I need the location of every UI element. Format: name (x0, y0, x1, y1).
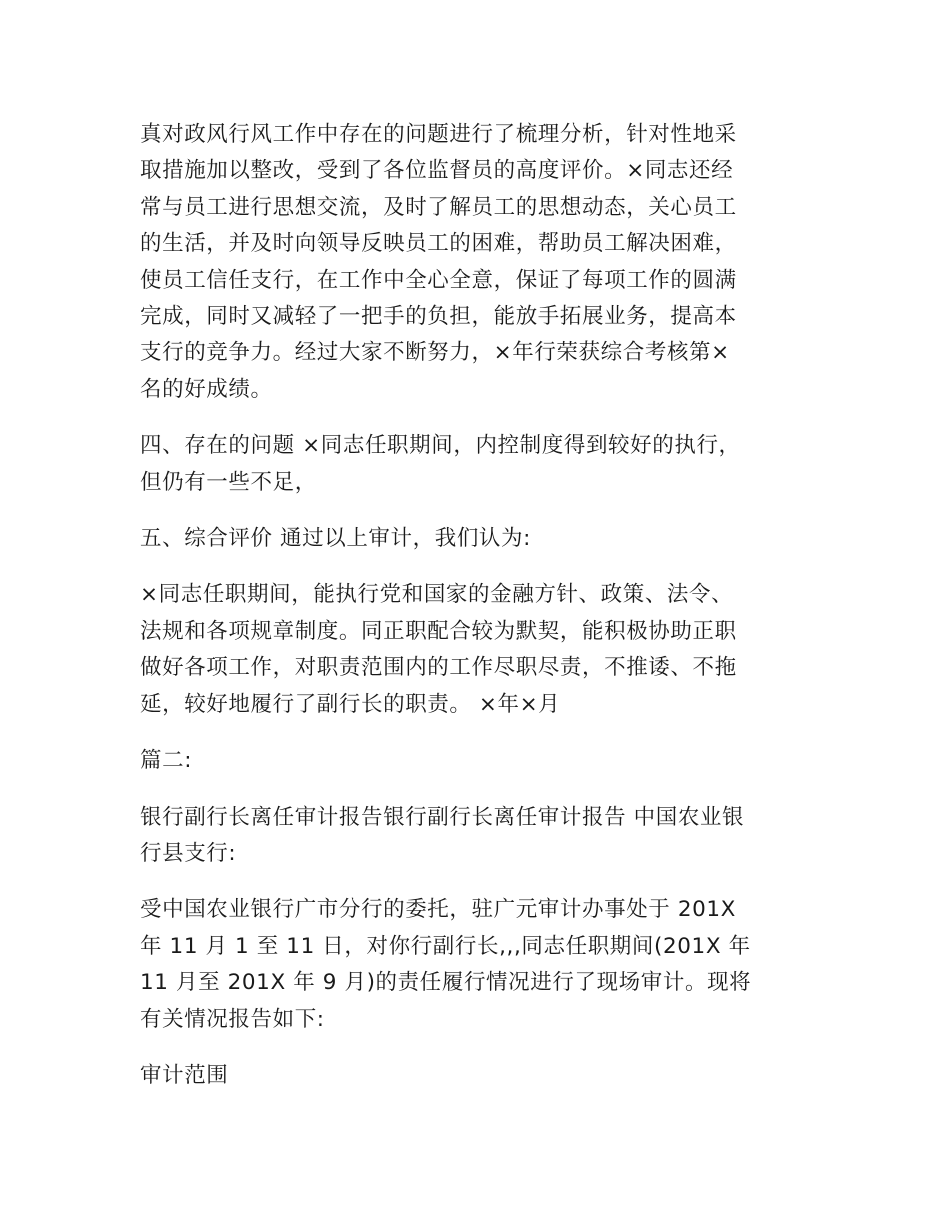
paragraph-report-title (140, 800, 812, 873)
paragraph-section-five-evaluation (140, 521, 812, 557)
text-line: 延，较好地履行了副行长的职责。 ×年×月 (140, 691, 561, 717)
text-line: 做好各项工作，对职责范围内的工作尽职尽责，不推诿、不拖 (140, 655, 737, 681)
paragraph-report-intro (140, 892, 812, 1038)
text-line: 常与员工进行思想交流，及时了解员工的思想动态，关心员工 (140, 194, 737, 220)
text-line: 四、存在的问题 ×同志任职期间，内控制度得到较好的执行， (140, 433, 741, 459)
text-line: 支行的竞争力。经过大家不断努力，×年行荣获综合考核第× (140, 340, 730, 366)
paragraph-audit-scope-heading (140, 1058, 812, 1094)
text-line: 名的好成绩。 (140, 376, 273, 402)
text-line: 真对政风行风工作中存在的问题进行了梳理分析，针对性地采 (140, 122, 737, 147)
text-line: 篇二: (140, 748, 193, 774)
document-body (140, 117, 812, 1114)
text-line: 行县支行: (140, 840, 237, 866)
text-line: 银行副行长离任审计报告银行副行长离任审计报告 中国农业银 (140, 804, 745, 830)
text-line: 年 11 月 1 至 11 日，对你行副行长,,,同志任职期间(201X 年 (140, 933, 751, 959)
paragraph-evaluation-conclusion (140, 577, 812, 723)
text-line: 受中国农业银行广市分行的委托，驻广元审计办事处于 201X (140, 897, 737, 923)
text-line: 五、综合评价 通过以上审计，我们认为: (140, 526, 531, 552)
text-line: 但仍有一些不足， (140, 469, 317, 495)
text-line: ×同志任职期间，能执行党和国家的金融方针、政策、法令、 (140, 582, 734, 608)
paragraph-section-four-problems (140, 428, 812, 501)
text-line: 取措施加以整改，受到了各位监督员的高度评价。×同志还经 (140, 158, 734, 184)
paragraph-evaluation-continued (140, 117, 812, 408)
paragraph-chapter-two-heading (140, 743, 812, 779)
text-line: 法规和各项规章制度。同正职配合较为默契，能积极协助正职 (140, 618, 737, 644)
text-line: 11 月至 201X 年 9 月)的责任履行情况进行了现场审计。现将 (140, 970, 752, 996)
text-line: 审计范围 (140, 1062, 229, 1088)
text-line: 使员工信任支行，在工作中全心全意，保证了每项工作的圆满 (140, 267, 737, 293)
text-line: 完成，同时又减轻了一把手的负担，能放手拓展业务，提高本 (140, 304, 737, 330)
text-line: 有关情况报告如下: (140, 1006, 325, 1032)
text-line: 的生活，并及时向领导反映员工的困难，帮助员工解决困难， (140, 231, 737, 257)
